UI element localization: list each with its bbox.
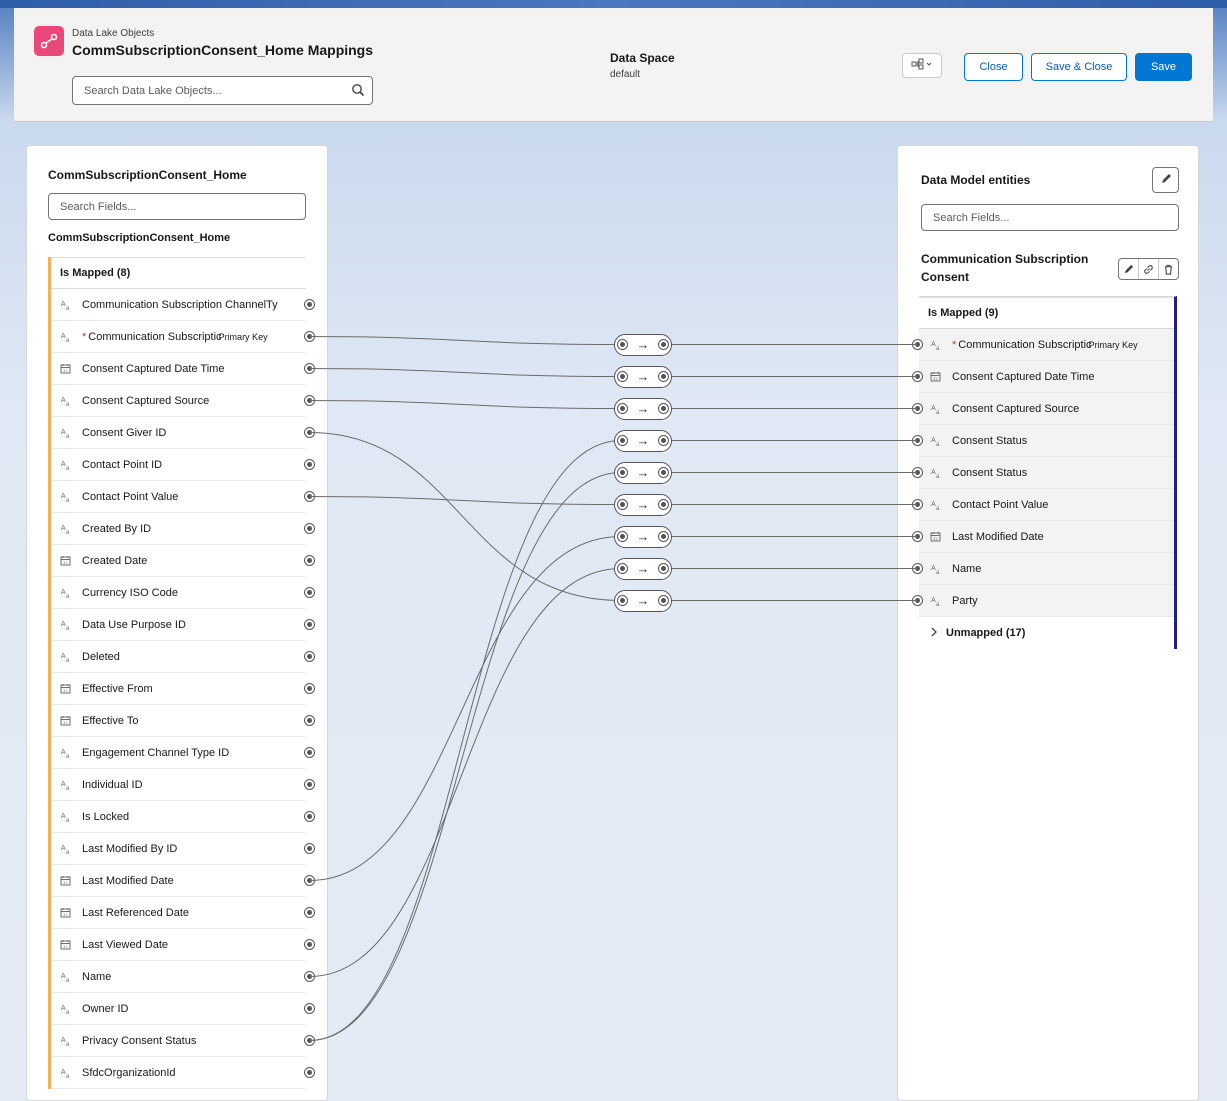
connector-port[interactable]	[304, 875, 315, 886]
svg-text:A: A	[61, 460, 66, 468]
connector-port[interactable]	[304, 491, 315, 502]
svg-text:A: A	[61, 1068, 66, 1076]
source-mapped-header[interactable]: Is Mapped (8)	[51, 257, 306, 289]
text-type-icon	[60, 428, 74, 438]
connector-port[interactable]	[912, 467, 923, 478]
connector-port[interactable]	[617, 499, 628, 510]
source-field-row[interactable]	[51, 449, 306, 481]
text-type-icon	[60, 780, 74, 790]
mapping-line[interactable]	[310, 537, 622, 881]
svg-text:A: A	[931, 500, 936, 508]
field-label: Consent Status	[952, 466, 1028, 479]
text-type-icon	[930, 436, 944, 446]
text-type-icon	[60, 652, 74, 662]
svg-text:A: A	[61, 300, 66, 308]
field-label: Consent Captured Source	[82, 394, 210, 407]
data-space-value: default	[610, 69, 641, 80]
svg-text:A: A	[61, 652, 66, 660]
connector-port[interactable]	[658, 531, 669, 542]
connector-port[interactable]	[658, 563, 669, 574]
svg-text:A: A	[61, 1036, 66, 1044]
target-field-row[interactable]	[919, 585, 1174, 617]
mapping-line[interactable]	[310, 497, 622, 505]
connector-port[interactable]	[304, 459, 315, 470]
svg-text:a: a	[66, 817, 70, 822]
field-label: Created By ID	[82, 522, 152, 535]
connector-port[interactable]	[304, 747, 315, 758]
source-field-row[interactable]	[51, 417, 306, 449]
connector-port[interactable]	[912, 435, 923, 446]
field-label: Created Date	[82, 554, 148, 567]
svg-text:A: A	[931, 340, 936, 348]
page-title: CommSubscriptionConsent_Home Mappings	[72, 42, 374, 58]
connector-port[interactable]	[658, 499, 669, 510]
source-field-row[interactable]	[51, 769, 306, 801]
field-label: Consent Giver ID	[82, 426, 167, 439]
date-type-icon	[60, 683, 74, 694]
mapping-line[interactable]	[310, 369, 622, 377]
target-search-field[interactable]	[921, 204, 1179, 231]
target-entity-name: Communication Subscription Consent	[921, 252, 1089, 284]
svg-text:A: A	[931, 564, 936, 572]
save-and-close-button[interactable]: Save & Close	[1031, 53, 1127, 81]
target-panel-title: Data Model entities	[921, 173, 1031, 187]
arrow-right-icon: →	[636, 465, 650, 480]
source-field-row[interactable]	[51, 865, 306, 897]
source-field-row[interactable]	[51, 385, 306, 417]
connector-port[interactable]	[617, 339, 628, 350]
pencil-icon	[1160, 173, 1172, 188]
source-search-field[interactable]	[48, 193, 306, 220]
svg-text:A: A	[61, 972, 66, 980]
connector-port[interactable]	[912, 403, 923, 414]
svg-text:a: a	[66, 657, 70, 662]
svg-text:A: A	[931, 468, 936, 476]
field-label: Consent Captured Date Time	[952, 370, 1095, 383]
connector-port[interactable]	[304, 1003, 315, 1014]
svg-text:a: a	[936, 505, 940, 510]
text-type-icon	[60, 332, 74, 342]
transform-node[interactable]	[614, 590, 672, 612]
field-label: Last Referenced Date	[82, 906, 190, 919]
svg-text:a: a	[936, 569, 940, 574]
connector-port[interactable]	[304, 523, 315, 534]
field-label: Communication Subscriptic	[88, 330, 222, 343]
search-input[interactable]	[73, 77, 333, 104]
primary-key-badge: Primary Key	[1088, 339, 1138, 350]
svg-text:a: a	[66, 1041, 70, 1046]
field-label: Privacy Consent Status	[82, 1034, 197, 1047]
connector-port[interactable]	[304, 395, 315, 406]
connector-port[interactable]	[304, 619, 315, 630]
arrow-right-icon: →	[636, 561, 650, 576]
delete-entity-button[interactable]	[1159, 259, 1178, 279]
svg-text:A: A	[61, 332, 66, 340]
date-type-icon	[930, 371, 944, 382]
source-field-row[interactable]	[51, 993, 306, 1025]
mapping-line[interactable]	[310, 569, 622, 977]
connector-port[interactable]	[912, 499, 923, 510]
svg-text:a: a	[936, 601, 940, 606]
svg-text:a: a	[936, 441, 940, 446]
transform-node[interactable]	[614, 430, 672, 452]
svg-text:a: a	[66, 1073, 70, 1078]
arrow-right-icon: →	[636, 529, 650, 544]
field-label: SfdcOrganizationId	[82, 1066, 176, 1079]
mapping-line[interactable]	[310, 473, 622, 1041]
svg-text:31: 31	[933, 376, 938, 381]
svg-text:31: 31	[63, 688, 68, 693]
connector-port[interactable]	[304, 779, 315, 790]
connector-port[interactable]	[912, 563, 923, 574]
trash-icon	[1163, 264, 1174, 275]
source-field-row[interactable]	[51, 577, 306, 609]
field-label: Communication Subscriptic	[958, 338, 1092, 351]
svg-text:A: A	[61, 780, 66, 788]
field-label: Last Modified By ID	[82, 842, 178, 855]
link-icon	[1143, 264, 1154, 275]
transform-node[interactable]	[614, 398, 672, 420]
date-type-icon	[930, 531, 944, 542]
svg-text:a: a	[66, 1009, 70, 1014]
connector-port[interactable]	[658, 467, 669, 478]
link-entity-button[interactable]	[1139, 259, 1159, 279]
connector-port[interactable]	[617, 403, 628, 414]
transform-node[interactable]	[614, 526, 672, 548]
field-label: Name	[82, 970, 112, 983]
target-field-row[interactable]	[919, 457, 1174, 489]
connector-port[interactable]	[304, 971, 315, 982]
svg-text:31: 31	[63, 912, 68, 917]
field-label: Contact Point ID	[82, 458, 163, 471]
svg-text:31: 31	[933, 536, 938, 541]
svg-text:a: a	[66, 785, 70, 790]
svg-text:A: A	[61, 428, 66, 436]
source-field-row[interactable]	[51, 961, 306, 993]
svg-text:31: 31	[63, 720, 68, 725]
field-label: Effective To	[82, 714, 139, 727]
field-label: Currency ISO Code	[82, 586, 178, 599]
target-field-row[interactable]	[919, 329, 1174, 361]
text-type-icon	[930, 500, 944, 510]
connector-port[interactable]	[304, 843, 315, 854]
connector-port[interactable]	[617, 563, 628, 574]
connector-port[interactable]	[912, 371, 923, 382]
source-object-title: CommSubscriptionConsent_Home	[48, 168, 247, 182]
svg-text:a: a	[936, 345, 940, 350]
arrow-right-icon: →	[636, 369, 650, 384]
text-type-icon	[60, 460, 74, 470]
svg-text:a: a	[66, 529, 70, 534]
source-field-row[interactable]	[51, 513, 306, 545]
target-field-row[interactable]	[919, 521, 1174, 553]
connector-port[interactable]	[617, 467, 628, 478]
date-type-icon	[60, 875, 74, 886]
connector-port[interactable]	[304, 683, 315, 694]
connector-port[interactable]	[912, 531, 923, 542]
connector-port[interactable]	[304, 1035, 315, 1046]
svg-text:31: 31	[63, 560, 68, 565]
required-marker: *	[952, 338, 957, 351]
edit-entities-button[interactable]	[1152, 167, 1179, 193]
svg-text:a: a	[66, 977, 70, 982]
source-field-row[interactable]	[51, 289, 306, 321]
text-type-icon	[930, 468, 944, 478]
text-type-icon	[60, 1004, 74, 1014]
arrow-right-icon: →	[636, 497, 650, 512]
edit-entity-button[interactable]	[1119, 259, 1139, 279]
connector-port[interactable]	[304, 587, 315, 598]
connector-port[interactable]	[304, 715, 315, 726]
source-field-row[interactable]	[51, 609, 306, 641]
connector-port[interactable]	[304, 427, 315, 438]
arrow-right-icon: →	[636, 401, 650, 416]
source-search-input[interactable]	[49, 194, 305, 219]
source-field-row[interactable]	[51, 353, 306, 385]
unmapped-section-toggle[interactable]	[919, 617, 1174, 649]
field-label: Last Modified Date	[952, 530, 1044, 543]
svg-text:A: A	[61, 524, 66, 532]
source-panel	[26, 145, 328, 1101]
text-type-icon	[60, 748, 74, 758]
unmapped-label: Unmapped (17)	[946, 627, 1026, 639]
connector-port[interactable]	[617, 435, 628, 446]
connector-port[interactable]	[617, 371, 628, 382]
field-label: Consent Captured Date Time	[82, 362, 225, 375]
transform-node[interactable]	[614, 334, 672, 356]
target-field-row[interactable]	[919, 489, 1174, 521]
field-label: Consent Captured Source	[952, 402, 1080, 415]
date-type-icon	[60, 363, 74, 374]
target-mapped-header[interactable]: Is Mapped (9)	[919, 297, 1174, 329]
required-marker: *	[82, 330, 87, 343]
source-field-row[interactable]	[51, 897, 306, 929]
svg-text:a: a	[66, 497, 70, 502]
svg-text:A: A	[931, 596, 936, 604]
save-button[interactable]: Save	[1135, 53, 1192, 81]
svg-text:a: a	[936, 409, 940, 414]
field-label: Engagement Channel Type ID	[82, 746, 230, 759]
text-type-icon	[60, 492, 74, 502]
target-search-input[interactable]	[922, 205, 1178, 230]
entity-actions	[1118, 258, 1179, 280]
field-label: Consent Status	[952, 434, 1028, 447]
pencil-icon	[1123, 264, 1134, 275]
connector-port[interactable]	[912, 595, 923, 606]
data-space-label: Data Space	[610, 51, 675, 65]
field-label: Individual ID	[82, 778, 143, 791]
field-label: Communication Subscription ChannelTy	[82, 298, 278, 311]
date-type-icon	[60, 907, 74, 918]
relationship-icon	[911, 58, 933, 73]
field-label: Is Locked	[82, 810, 130, 823]
connector-port[interactable]	[912, 339, 923, 350]
field-label: Party	[952, 594, 978, 607]
close-button[interactable]: Close	[964, 53, 1023, 81]
connector-port[interactable]	[658, 371, 669, 382]
text-type-icon	[60, 1068, 74, 1078]
text-type-icon	[60, 844, 74, 854]
source-field-row[interactable]	[51, 1057, 306, 1089]
search-data-lake-objects[interactable]	[72, 76, 373, 105]
text-type-icon	[930, 404, 944, 414]
svg-text:a: a	[66, 337, 70, 342]
svg-text:a: a	[66, 465, 70, 470]
relationship-menu-button[interactable]	[902, 53, 942, 78]
date-type-icon	[60, 555, 74, 566]
source-field-row[interactable]	[51, 641, 306, 673]
window-frame	[0, 0, 1227, 8]
arrow-right-icon: →	[636, 337, 650, 352]
connector-port[interactable]	[304, 299, 315, 310]
svg-text:A: A	[61, 620, 66, 628]
transform-node[interactable]	[614, 494, 672, 516]
svg-text:a: a	[936, 473, 940, 478]
arrow-right-icon: →	[636, 433, 650, 448]
source-field-row[interactable]	[51, 673, 306, 705]
field-label: Last Viewed Date	[82, 938, 169, 951]
date-type-icon	[60, 939, 74, 950]
connector-port[interactable]	[617, 595, 628, 606]
transform-node[interactable]	[614, 558, 672, 580]
text-type-icon	[60, 300, 74, 310]
svg-text:31: 31	[63, 944, 68, 949]
target-field-row[interactable]	[919, 553, 1174, 585]
connector-port[interactable]	[658, 595, 669, 606]
svg-text:A: A	[61, 1004, 66, 1012]
text-type-icon	[60, 972, 74, 982]
svg-text:a: a	[66, 401, 70, 406]
target-field-list	[919, 296, 1177, 649]
text-type-icon	[60, 812, 74, 822]
connector-port[interactable]	[658, 339, 669, 350]
transform-node[interactable]	[614, 366, 672, 388]
svg-text:a: a	[66, 593, 70, 598]
svg-text:31: 31	[63, 368, 68, 373]
field-label: Contact Point Value	[952, 498, 1049, 511]
connector-port[interactable]	[617, 531, 628, 542]
svg-text:A: A	[61, 588, 66, 596]
arrow-right-icon: →	[636, 593, 650, 608]
field-label: Data Use Purpose ID	[82, 618, 186, 631]
transform-node[interactable]	[614, 462, 672, 484]
text-type-icon	[930, 340, 944, 350]
date-type-icon	[60, 715, 74, 726]
source-field-row[interactable]	[51, 321, 306, 353]
connector-port[interactable]	[304, 1067, 315, 1078]
text-type-icon	[930, 596, 944, 606]
text-type-icon	[60, 620, 74, 630]
source-field-row[interactable]	[51, 705, 306, 737]
mapping-app-icon	[34, 26, 64, 56]
mapping-line[interactable]	[310, 433, 622, 601]
mapping-line[interactable]	[310, 441, 622, 1041]
connector-port[interactable]	[304, 939, 315, 950]
svg-text:a: a	[66, 433, 70, 438]
source-field-row[interactable]	[51, 801, 306, 833]
chevron-right-icon	[930, 627, 938, 640]
target-panel	[897, 145, 1199, 1101]
source-field-row[interactable]	[51, 737, 306, 769]
svg-text:a: a	[66, 305, 70, 310]
field-label: Owner ID	[82, 1002, 129, 1015]
source-field-row[interactable]	[51, 833, 306, 865]
target-field-row[interactable]	[919, 361, 1174, 393]
connector-port[interactable]	[304, 651, 315, 662]
svg-text:a: a	[66, 753, 70, 758]
search-icon	[351, 83, 365, 100]
field-label: Last Modified Date	[82, 874, 174, 887]
svg-text:A: A	[61, 844, 66, 852]
connector-port[interactable]	[304, 363, 315, 374]
svg-text:31: 31	[63, 880, 68, 885]
page-header	[14, 8, 1213, 122]
connector-port[interactable]	[658, 403, 669, 414]
text-type-icon	[60, 524, 74, 534]
field-label: Deleted	[82, 650, 120, 663]
text-type-icon	[60, 396, 74, 406]
field-label: Contact Point Value	[82, 490, 179, 503]
svg-text:A: A	[61, 812, 66, 820]
svg-text:A: A	[931, 404, 936, 412]
svg-text:a: a	[66, 625, 70, 630]
source-object-subtitle: CommSubscriptionConsent_Home	[48, 232, 231, 244]
mapping-line[interactable]	[310, 401, 622, 409]
target-field-row[interactable]	[919, 393, 1174, 425]
source-field-row[interactable]	[51, 929, 306, 961]
svg-text:A: A	[61, 748, 66, 756]
text-type-icon	[930, 564, 944, 574]
svg-text:A: A	[61, 492, 66, 500]
source-field-row[interactable]	[51, 1025, 306, 1057]
mapping-line[interactable]	[310, 337, 622, 345]
primary-key-badge: Primary Key	[218, 331, 268, 342]
field-label: Name	[952, 562, 982, 575]
header-eyebrow: Data Lake Objects	[72, 28, 155, 39]
connector-port[interactable]	[304, 331, 315, 342]
target-field-row[interactable]	[919, 425, 1174, 457]
field-label: Effective From	[82, 682, 153, 695]
source-field-row[interactable]	[51, 545, 306, 577]
svg-text:a: a	[66, 849, 70, 854]
text-type-icon	[60, 588, 74, 598]
connector-port[interactable]	[658, 435, 669, 446]
text-type-icon	[60, 1036, 74, 1046]
connector-port[interactable]	[304, 811, 315, 822]
source-field-list	[48, 257, 306, 1089]
svg-text:A: A	[931, 436, 936, 444]
connector-port[interactable]	[304, 907, 315, 918]
svg-text:A: A	[61, 396, 66, 404]
source-field-row[interactable]	[51, 481, 306, 513]
connector-port[interactable]	[304, 555, 315, 566]
